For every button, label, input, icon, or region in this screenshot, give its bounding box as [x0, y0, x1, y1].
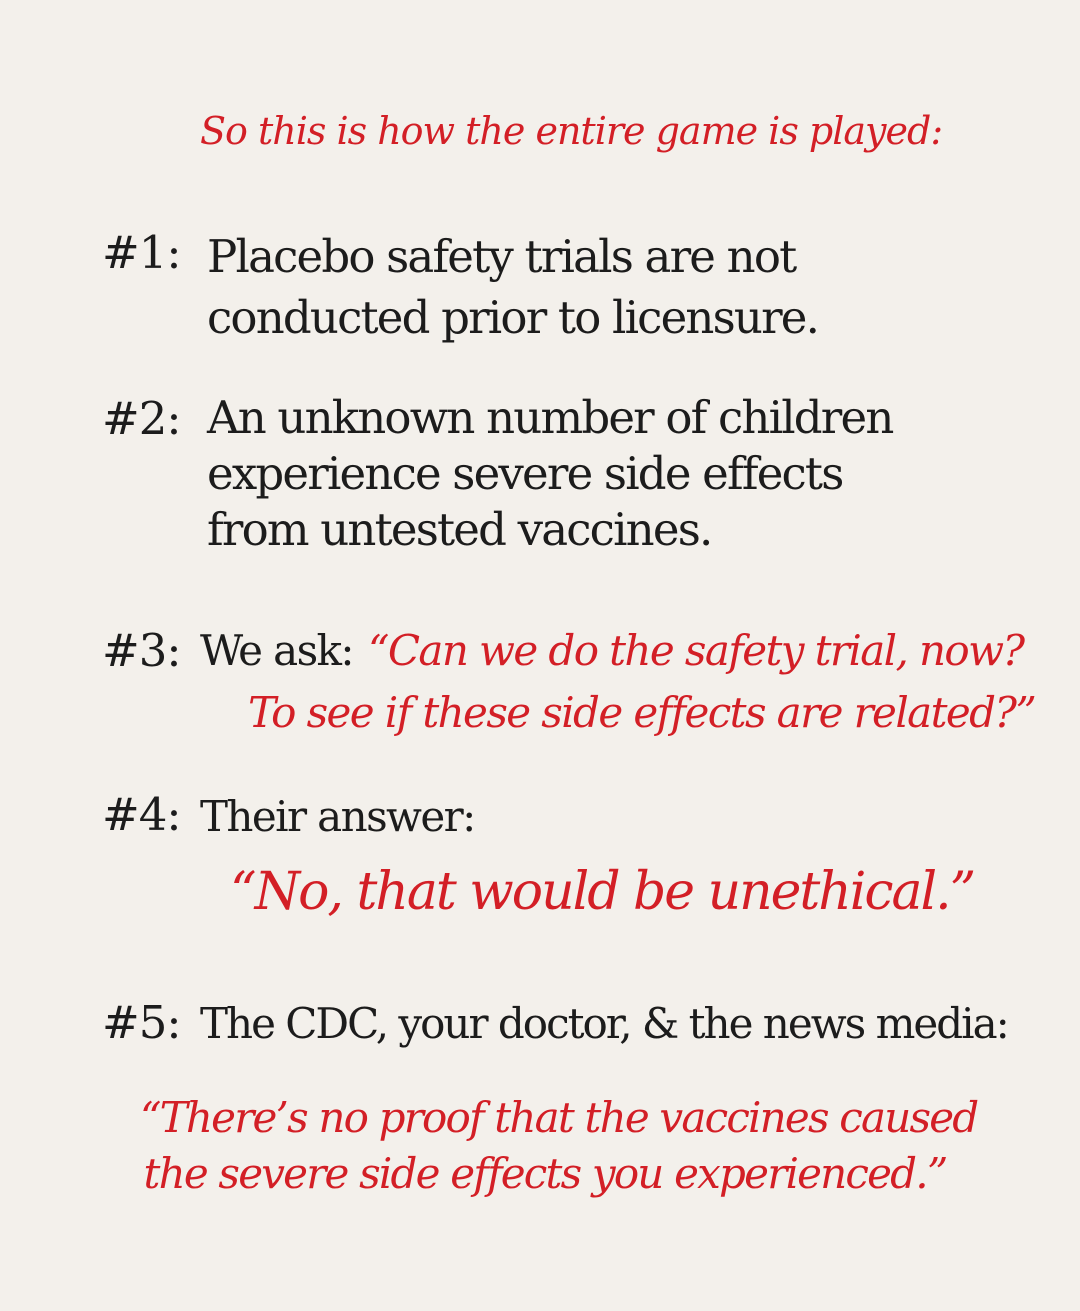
headline: So this is how the entire game is played:	[200, 109, 943, 153]
point-4-number: #4:	[102, 788, 181, 841]
point-2-text	[207, 390, 893, 558]
point-5-lead: The CDC, your doctor, & the news media:	[200, 999, 1008, 1048]
point-5-number: #5:	[102, 996, 181, 1049]
point-3-lead: We ask:	[200, 626, 353, 675]
point-5-quote-line-2: the severe side effects you experienced.”	[143, 1149, 947, 1198]
point-2-line-2: experience severe side effects	[207, 447, 843, 500]
point-1-line-2: conducted prior to licensure.	[207, 291, 819, 344]
point-2-line-3: from untested vaccines.	[207, 503, 712, 556]
point-4-quote: “No, that would be unethical.”	[230, 862, 975, 922]
point-5-quote	[140, 1090, 978, 1202]
point-3-number: #3:	[102, 624, 181, 677]
point-1-number: #1:	[102, 226, 181, 279]
point-3-quote-line-1: “Can we do the safety trial, now?	[368, 626, 1024, 675]
point-2-line-1: An unknown number of children	[207, 391, 893, 444]
point-3-quote-line-2: To see if these side effects are related?”	[248, 688, 1036, 737]
point-1-line-1: Placebo safety trials are not	[207, 230, 796, 283]
point-4-lead: Their answer:	[200, 792, 475, 841]
point-1-text	[207, 226, 818, 348]
point-5-quote-line-1: “There’s no proof that the vaccines caused	[140, 1093, 978, 1142]
point-2-number: #2:	[102, 392, 181, 445]
